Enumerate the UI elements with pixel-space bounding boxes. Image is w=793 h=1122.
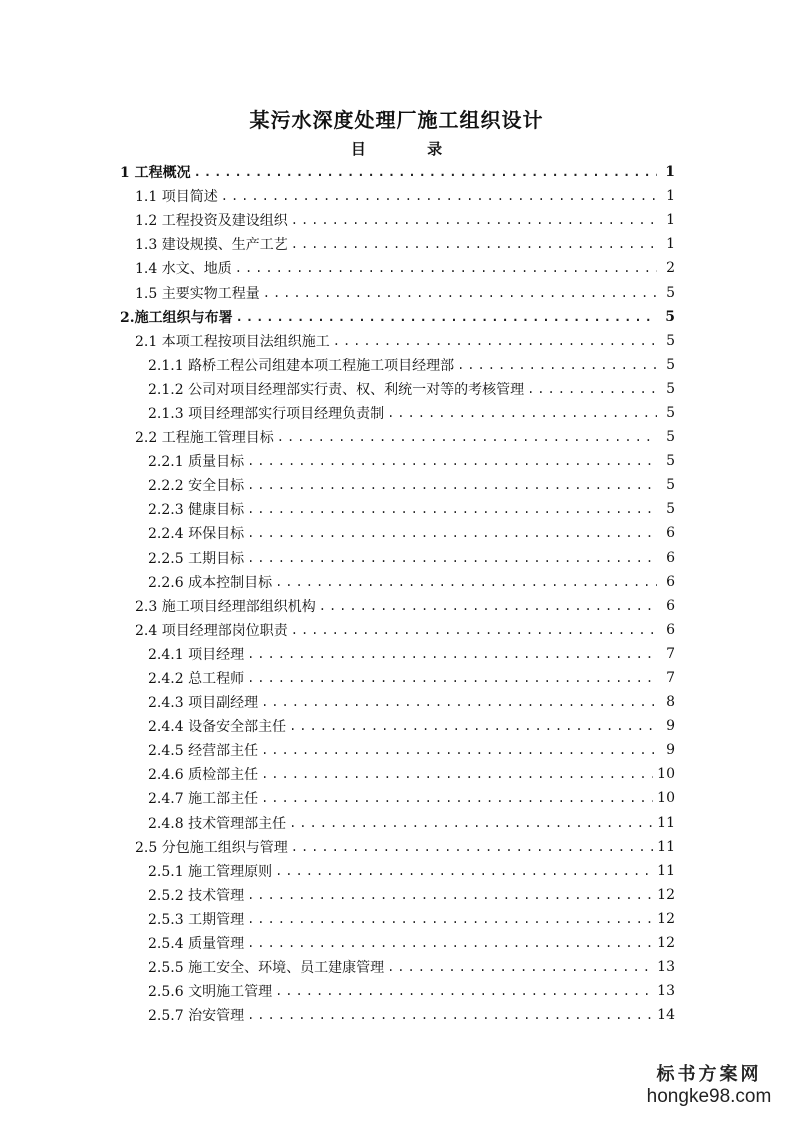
toc-leader-dots xyxy=(457,358,657,372)
toc-entry-title: 2.5.7 治安管理 xyxy=(148,1005,247,1025)
toc-leader-dots xyxy=(291,623,657,637)
toc-entry[interactable] xyxy=(120,401,675,425)
toc-entry-page: 6 xyxy=(657,550,675,566)
toc-entry-title: 2.5.1 施工管理原则 xyxy=(148,861,275,881)
toc-leader-dots xyxy=(291,840,653,854)
toc-entry-title: 1.4 水文、地质 xyxy=(135,258,235,278)
toc-entry[interactable] xyxy=(120,570,675,594)
toc-entry[interactable] xyxy=(120,521,675,545)
toc-entry-page: 1 xyxy=(657,236,675,252)
toc-entry-title: 2.3 施工项目经理部组织机构 xyxy=(135,596,319,616)
toc-entry[interactable] xyxy=(120,666,675,690)
toc-entry-title: 2.2.6 成本控制目标 xyxy=(148,572,275,592)
toc-entry-title: 2.1.3 项目经理部实行项目经理负责制 xyxy=(148,403,387,423)
toc-entry-title: 2.5 分包施工组织与管理 xyxy=(135,837,291,857)
toc-leader-dots xyxy=(235,261,657,275)
toc-entry[interactable] xyxy=(120,931,675,955)
toc-entry-page: 1 xyxy=(657,212,675,228)
toc-entry-title: 2.5.2 技术管理 xyxy=(148,885,247,905)
document-title: 某污水深度处理厂施工组织设计 xyxy=(249,108,544,132)
toc-entry[interactable] xyxy=(120,955,675,979)
toc-entry[interactable] xyxy=(120,160,675,184)
toc-leader-dots xyxy=(247,526,657,540)
toc-entry-title: 2.5.5 施工安全、环境、员工建康管理 xyxy=(148,957,387,977)
toc-entry-title: 2.4.2 总工程师 xyxy=(148,668,247,688)
toc-entry[interactable] xyxy=(120,208,675,232)
toc-entry[interactable] xyxy=(120,714,675,738)
toc-entry[interactable] xyxy=(120,618,675,642)
toc-entry-title: 2.施工组织与布署 xyxy=(120,307,236,327)
toc-entry-page: 6 xyxy=(657,574,675,590)
toc-entry-page: 1 xyxy=(657,188,675,204)
toc-leader-dots xyxy=(277,430,657,444)
toc-entry-page: 5 xyxy=(657,429,675,445)
toc-entry-title: 2.5.3 工期管理 xyxy=(148,909,247,929)
toc-entry[interactable] xyxy=(120,377,675,401)
toc-entry[interactable] xyxy=(120,690,675,714)
toc-entry-page: 1 xyxy=(657,164,675,180)
toc-entry-page: 5 xyxy=(657,381,675,397)
toc-entry-title: 2.2.5 工期目标 xyxy=(148,548,247,568)
toc-entry[interactable] xyxy=(120,497,675,521)
toc-entry[interactable] xyxy=(120,859,675,883)
watermark-url: hongke98.com xyxy=(646,1086,772,1107)
toc-entry-page: 8 xyxy=(657,694,675,710)
toc-leader-dots xyxy=(289,719,657,733)
toc-leader-dots xyxy=(291,237,657,251)
toc-leader-dots xyxy=(247,551,657,565)
toc-entry[interactable] xyxy=(120,546,675,570)
toc-entry-title: 2.4.3 项目副经理 xyxy=(148,692,261,712)
toc-entry-title: 2.4.5 经营部主任 xyxy=(148,740,261,760)
toc-entry[interactable] xyxy=(120,835,675,859)
toc-leader-dots xyxy=(247,912,653,926)
toc-leader-dots xyxy=(275,575,657,589)
toc-entry[interactable] xyxy=(120,738,675,762)
toc-entry[interactable] xyxy=(120,425,675,449)
toc-leader-dots xyxy=(261,743,657,757)
toc-entry[interactable] xyxy=(120,594,675,618)
toc-entry-page: 5 xyxy=(657,453,675,469)
toc-entry-page: 11 xyxy=(653,839,675,855)
toc-entry-title: 1.3 建设规摸、生产工艺 xyxy=(135,234,291,254)
toc-entry-page: 11 xyxy=(653,863,675,879)
toc-entry-page: 5 xyxy=(657,333,675,349)
toc-leader-dots xyxy=(289,816,653,830)
toc-entry-title: 2.4.8 技术管理部主任 xyxy=(148,813,289,833)
toc-leader-dots xyxy=(247,888,653,902)
toc-entry-title: 2.4.6 质检部主任 xyxy=(148,764,261,784)
toc-entry[interactable] xyxy=(120,1003,675,1027)
toc-entry-title: 2.5.4 质量管理 xyxy=(148,933,247,953)
toc-entry-page: 14 xyxy=(653,1007,675,1023)
toc-leader-dots xyxy=(261,695,657,709)
toc-entry-page: 5 xyxy=(657,477,675,493)
toc-entry[interactable] xyxy=(120,642,675,666)
toc-entry-title: 1.5 主要实物工程量 xyxy=(135,283,263,303)
toc-leader-dots xyxy=(387,960,653,974)
toc-entry[interactable] xyxy=(120,473,675,497)
watermark-name: 标书方案网 xyxy=(656,1064,762,1085)
toc-leader-dots xyxy=(247,454,657,468)
toc-entry-page: 13 xyxy=(653,983,675,999)
toc-entry-page: 12 xyxy=(653,887,675,903)
toc-entry-page: 7 xyxy=(657,646,675,662)
toc-entry[interactable] xyxy=(120,184,675,208)
toc-leader-dots xyxy=(194,165,657,179)
toc-leader-dots xyxy=(247,647,657,661)
toc-entry-page: 2 xyxy=(657,260,675,276)
table-of-contents xyxy=(120,160,675,1027)
toc-entry-page: 11 xyxy=(653,815,675,831)
toc-entry[interactable] xyxy=(120,786,675,810)
toc-entry-page: 7 xyxy=(657,670,675,686)
toc-entry-page: 6 xyxy=(657,525,675,541)
toc-entry-page: 10 xyxy=(653,766,675,782)
toc-entry-title: 2.4 项目经理部岗位职责 xyxy=(135,620,291,640)
toc-entry-page: 5 xyxy=(657,357,675,373)
toc-leader-dots xyxy=(261,791,653,805)
toc-entry-page: 5 xyxy=(657,285,675,301)
toc-leader-dots xyxy=(291,213,657,227)
toc-entry-page: 12 xyxy=(653,935,675,951)
toc-entry[interactable] xyxy=(120,449,675,473)
toc-leader-dots xyxy=(275,864,653,878)
toc-entry-title: 1 工程概况 xyxy=(120,162,194,182)
toc-entry-page: 9 xyxy=(657,742,675,758)
toc-entry-title: 2.4.1 项目经理 xyxy=(148,644,247,664)
toc-entry-page: 6 xyxy=(657,598,675,614)
toc-entry-title: 2.4.4 设备安全部主任 xyxy=(148,716,289,736)
toc-leader-dots xyxy=(247,502,657,516)
toc-entry-title: 2.2.4 环保目标 xyxy=(148,523,247,543)
toc-heading: 目 录 xyxy=(350,140,471,158)
toc-leader-dots xyxy=(247,1008,653,1022)
toc-entry-page: 10 xyxy=(653,790,675,806)
toc-entry[interactable] xyxy=(120,907,675,931)
toc-entry-title: 2.2 工程施工管理目标 xyxy=(135,427,277,447)
toc-leader-dots xyxy=(319,599,657,613)
toc-leader-dots xyxy=(247,478,657,492)
toc-entry-title: 2.4.7 施工部主任 xyxy=(148,788,261,808)
toc-entry-title: 2.2.1 质量目标 xyxy=(148,451,247,471)
toc-entry[interactable] xyxy=(120,353,675,377)
toc-entry[interactable] xyxy=(120,232,675,256)
toc-leader-dots xyxy=(247,671,657,685)
toc-entry[interactable] xyxy=(120,329,675,353)
toc-entry-title: 2.1.2 公司对项目经理部实行责、权、利统一对等的考核管理 xyxy=(148,379,527,399)
toc-entry[interactable] xyxy=(120,979,675,1003)
toc-entry-page: 6 xyxy=(657,622,675,638)
toc-entry[interactable] xyxy=(120,883,675,907)
toc-leader-dots xyxy=(221,189,657,203)
toc-entry[interactable] xyxy=(120,280,675,304)
toc-leader-dots xyxy=(261,767,653,781)
toc-leader-dots xyxy=(275,984,653,998)
toc-entry-page: 13 xyxy=(653,959,675,975)
toc-entry[interactable] xyxy=(120,256,675,280)
toc-entry[interactable] xyxy=(120,811,675,835)
toc-leader-dots xyxy=(527,382,657,396)
toc-entry-title: 1.2 工程投资及建设组织 xyxy=(135,210,291,230)
toc-entry-title: 2.2.3 健康目标 xyxy=(148,499,247,519)
toc-entry-title: 2.2.2 安全目标 xyxy=(148,475,247,495)
toc-entry-title: 2.5.6 文明施工管理 xyxy=(148,981,275,1001)
toc-entry[interactable] xyxy=(120,762,675,786)
toc-leader-dots xyxy=(333,334,657,348)
toc-leader-dots xyxy=(236,310,657,324)
toc-entry[interactable] xyxy=(120,305,675,329)
toc-entry-title: 1.1 项目简述 xyxy=(135,186,221,206)
watermark-logo xyxy=(639,1064,779,1108)
toc-entry-page: 5 xyxy=(657,405,675,421)
toc-leader-dots xyxy=(387,406,657,420)
toc-entry-page: 9 xyxy=(657,718,675,734)
toc-entry-page: 5 xyxy=(657,309,675,325)
toc-leader-dots xyxy=(247,936,653,950)
toc-entry-page: 12 xyxy=(653,911,675,927)
toc-entry-title: 2.1.1 路桥工程公司组建本项工程施工项目经理部 xyxy=(148,355,457,375)
toc-leader-dots xyxy=(263,286,657,300)
toc-entry-title: 2.1 本项工程按项目法组织施工 xyxy=(135,331,333,351)
toc-entry-page: 5 xyxy=(657,501,675,517)
